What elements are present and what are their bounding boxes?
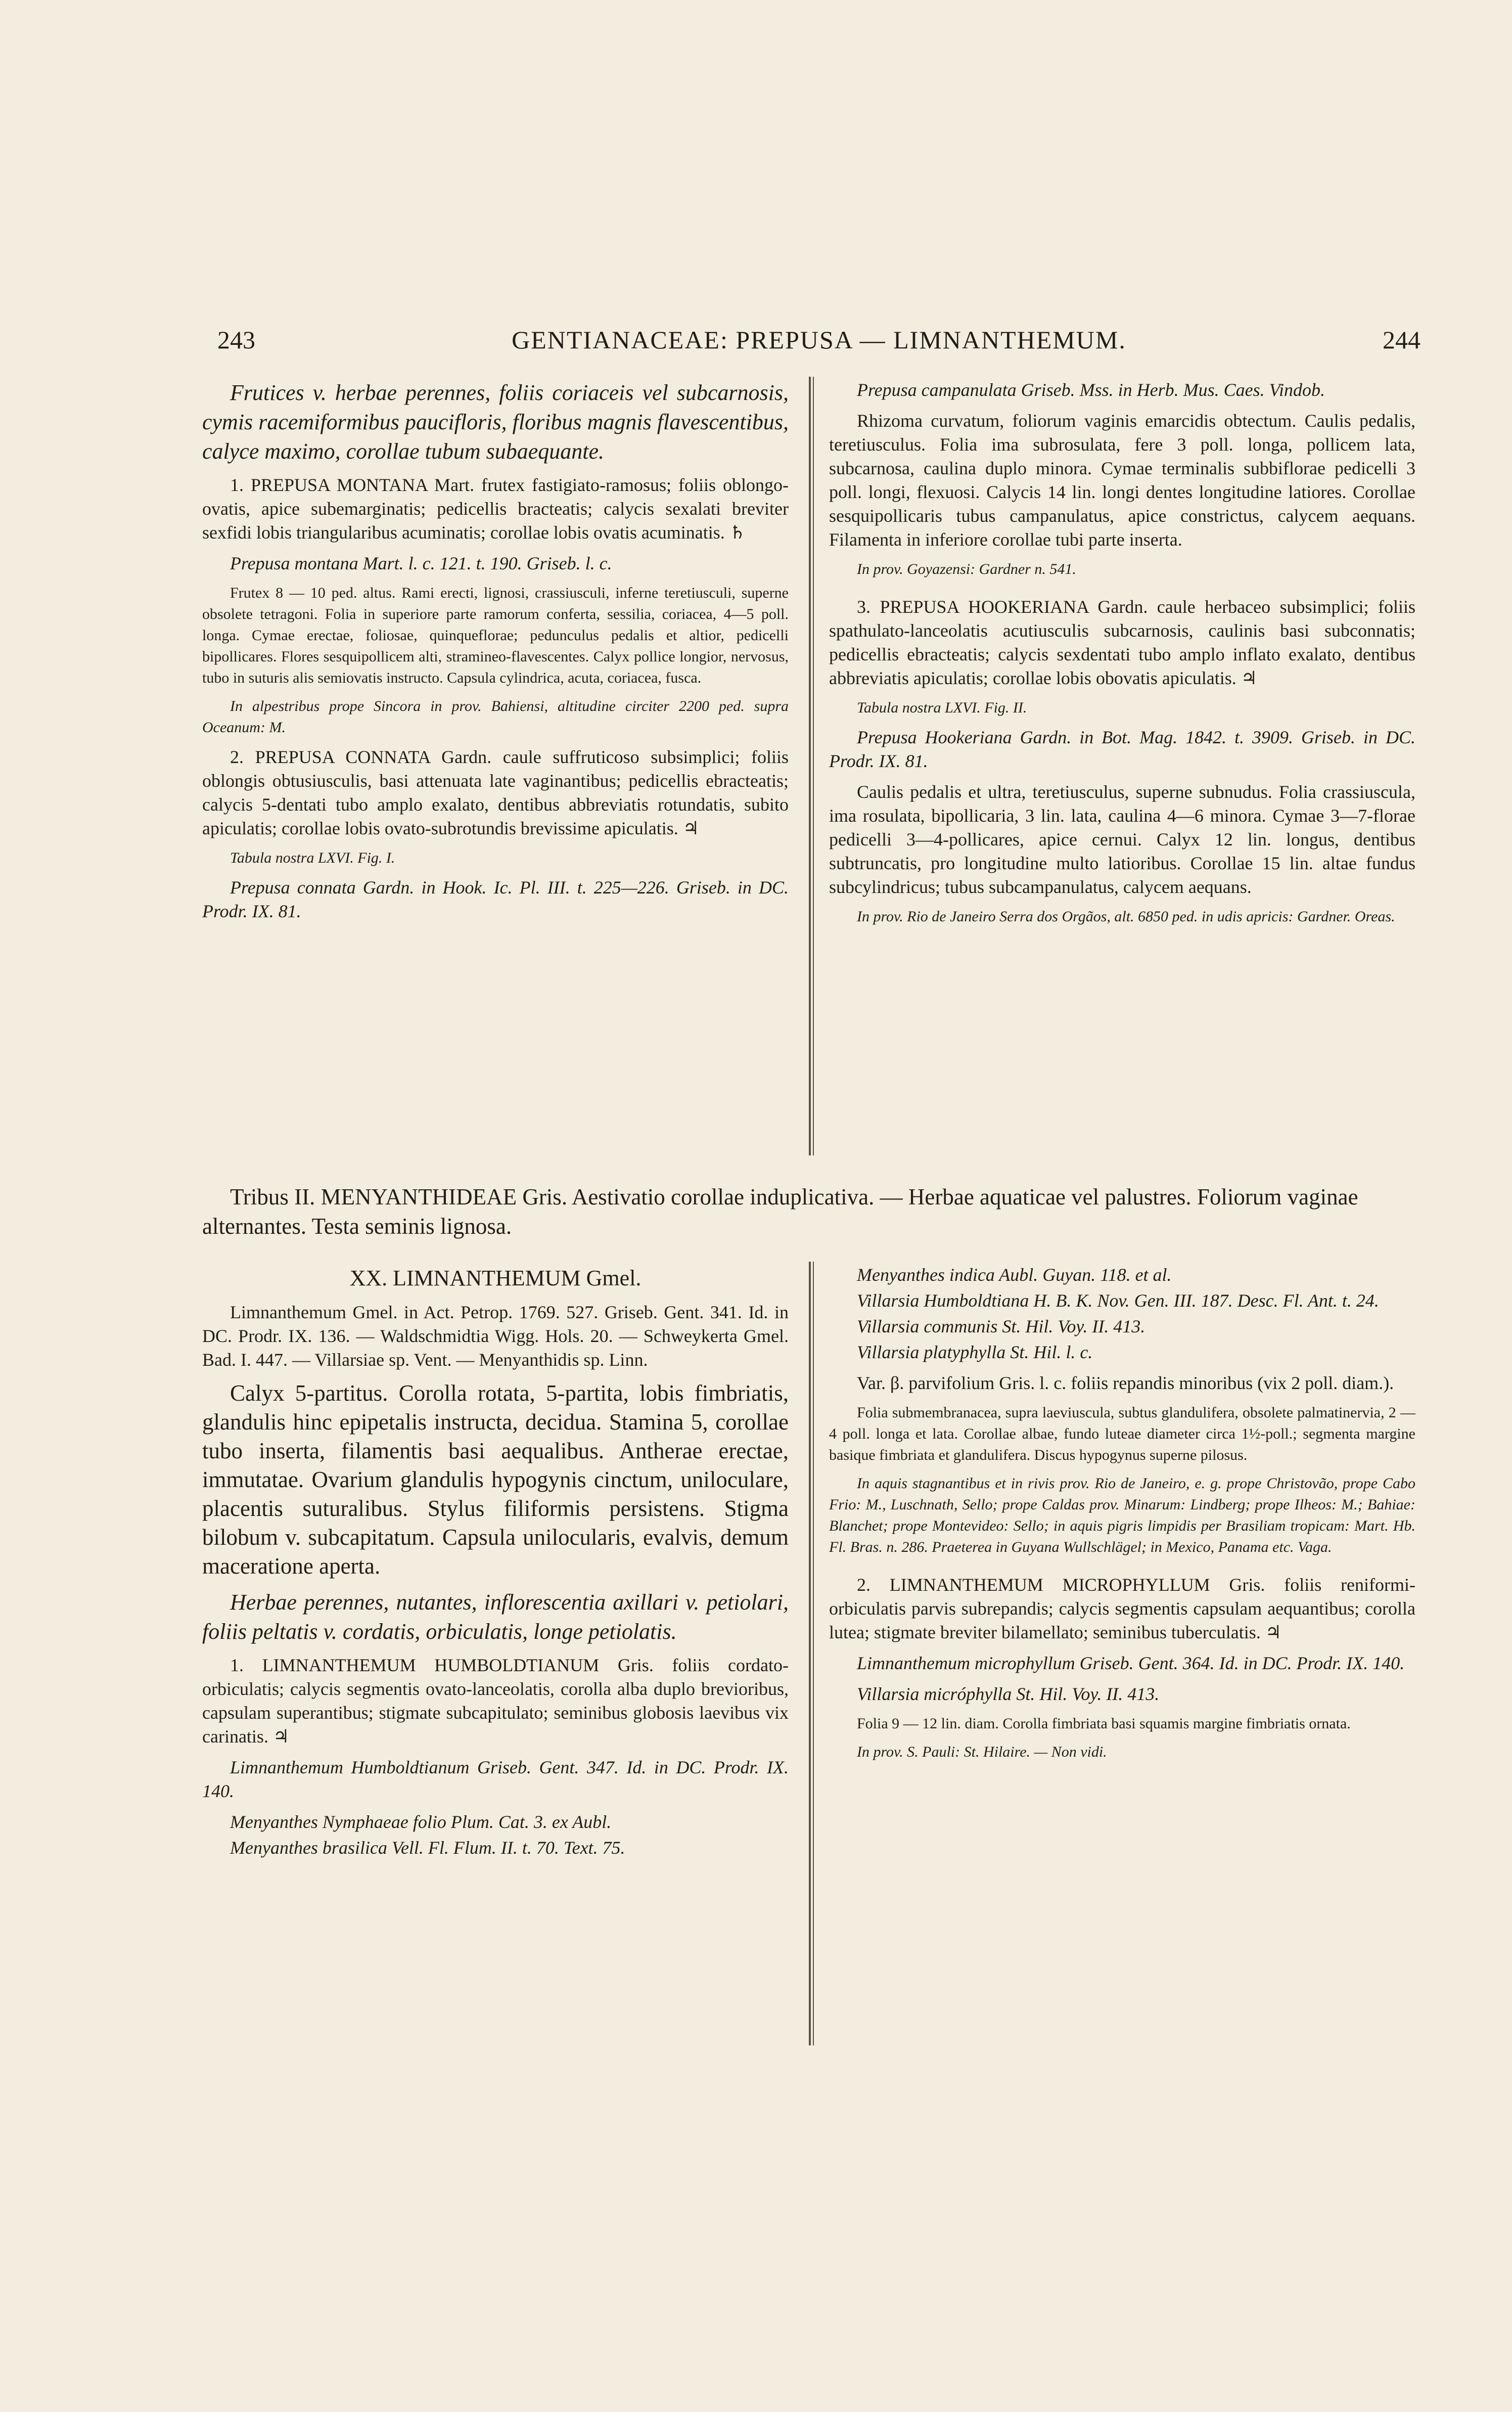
column-divider-bottom-2 [813,1262,814,2045]
variety-locality: In aquis stagnantibus et in rivis prov. Rio de Janeiro, e. g. prope Christovão, prope Cabo Frio: M., Luschnath, Sello; prope Caldas prov. Minarum: Lindberg; prope Ilheos: M.; Bahiae: Blanchet; prope Montevideo: Sello; in aquis pigris limpidis per Brasiliam tropicam: Mart. Hb. Fl. Bras. n. 286. Praeterea in Guyana Wullschlägel; in Mexico, Panama etc. Vaga. [829,1475,1415,1555]
limnanthemum-1-synonym-3: Menyanthes brasilica Vell. Fl. Flum. II. t. 70. Text. 75. [230,1838,625,1858]
genus-description: Calyx 5-partitus. Corolla rotata, 5-partita, lobis fimbriatis, glandulis hinc epipetalis instructa, decidua. Stamina 5, corollae tubo inserta, filamentis basi aequalibus. Antherae erectae, immutatae. Ovarium glandulis hypogynis cinctum, uniloculare, placentis suturalibus. Stylus filiformis persistens. Stigma bilobum v. subcapitatum. Capsula unilocularis, evalvis, demum maceratione aperta. [202,1380,789,1579]
limnanthemum-2-diagnosis: 2. LIMNANTHEMUM MICROPHYLLUM Gris. foliis reniformi-orbiculatis parvis subrepandis; calycis segmentis capsulam aequantibus; corolla lutea; stigmate breviter bilamellato; seminibus tuberculatis. ♃ [829,1575,1415,1642]
left-column-top [202,378,789,930]
tribus-heading: Tribus II. MENYANTHIDEAE Gris. Aestivatio corollae induplicativa. — Herbae aquaticae vel palustres. Foliorum vaginae alternantes. Testa seminis lignosa. [202,1184,1358,1239]
limnanthemum-2-synonym-2: Villarsia micróphylla St. Hil. Voy. II. 413. [857,1684,1160,1704]
limnanthemum-2-synonym-1: Limnanthemum microphyllum Griseb. Gent. 364. Id. in DC. Prodr. IX. 140. [857,1653,1405,1673]
species-3-description: Caulis pedalis et ultra, teretiusculus, superne subnudus. Folia crassiuscula, ima rosulata, bipollicaria, 3 lin. lata, caulina 4—6 minora. Cymae 3—7-florae pedicelli 3—4-pollicares, apice cernui. Calyx 12 lin. longus, dentibus subtruncatis, pro longitudine multo latioribus. Corollae 15 lin. altae fundus subcylindricus; tubus subcampanulatus, calycem aequans. [829,782,1415,897]
species-3-locality: In prov. Rio de Janeiro Serra dos Orgãos, alt. 6850 ped. in udis apricis: Gardner. Oreas. [857,908,1395,925]
limnanthemum-1-diagnosis: 1. LIMNANTHEMUM HUMBOLDTIANUM Gris. foliis cordato-orbiculatis; calycis segmentis ovato-lanceolatis, corolla alba duplo brevioribus, capsulam superantibus; stigmate subcapitulato; seminibus globosis laevibus vix carinatis. ♃ [202,1655,789,1747]
genus-habit: Herbae perennes, nutantes, inflorescentia axillari v. petiolari, foliis peltatis v. cordatis, orbiculatis, longe petiolatis. [202,1590,789,1644]
species-2-locality: In prov. Goyazensi: Gardner n. 541. [857,561,1076,577]
limnanthemum-1-synonym-7: Villarsia platyphylla St. Hil. l. c. [857,1342,1093,1362]
species-2-synonym: Prepusa connata Gardn. in Hook. Ic. Pl. III. t. 225—226. Griseb. in DC. Prodr. IX. 81. [202,877,789,921]
right-column-bottom [829,1263,1415,1770]
species-1-diagnosis: 1. PREPUSA MONTANA Mart. frutex fastigiato-ramosus; foliis oblongo-ovatis, apice subemarginatis; pedicellis bracteatis; calycis sexalati breviter sexfidi lobis triangularibus acuminatis; corollae lobis ovatis acuminatis. ♄ [202,475,789,543]
species-2-diagnosis: 2. PREPUSA CONNATA Gardn. caule suffruticoso subsimplici; foliis oblongis obtusiusculis, basi attenuata late vaginantibus; pedicellis ebracteatis; calycis 5-dentati tubo amplo exalato, dentibus abbreviatis rotundatis, subito apiculatis; corollae lobis ovato-subrotundis brevissime apiculatis. ♃ [202,747,789,838]
running-header [217,320,1421,360]
genus-section-intro: Frutices v. herbae perennes, foliis coriaceis vel subcarnosis, cymis racemiformibus paucifloris, floribus magnis flavescentibus, calyce maximo, corollae tubum subaequante. [202,380,789,464]
species-2-plate: Tabula nostra LXVI. Fig. I. [230,850,395,866]
variety-description: Folia submembranacea, supra laeviuscula, subtus glandulifera, obsolete palmatinervia, 2 — 4 poll. longa et lata. Corollae albae, fundo luteae diameter circa 1½-poll.; segmenta margine basique fimbriata et glandulifera. Discus hypogynus superne pilosus. [829,1404,1415,1463]
right-column-top [829,378,1415,934]
limnanthemum-2-locality: In prov. S. Pauli: St. Hilaire. — Non vidi. [857,1744,1107,1760]
page-title: GENTIANACEAE: PREPUSA — LIMNANTHEMUM. [512,326,1126,354]
left-column-bottom [202,1263,789,1867]
species-1-locality: In alpestribus prope Sincora in prov. Bahiensi, altitudine circiter 2200 ped. supra Oceanum: M. [202,698,789,736]
species-3-synonym: Prepusa Hookeriana Gardn. in Bot. Mag. 1842. t. 3909. Griseb. in DC. Prodr. IX. 81. [829,727,1415,771]
column-divider-top [809,377,811,1155]
species-2-description: Rhizoma curvatum, foliorum vaginis emarcidis obtectum. Caulis pedalis, teretiusculus. Folia ima subrosulata, fere 3 poll. longa, pollicem lata, subcarnosa, caulina duplo minora. Cymae terminalis subbiflorae pedicelli 3 poll. longi, flexuosi. Calycis 14 lin. longi dentes longitudine latiores. Corollae sesquipollicaris tubus campanulatus, apice constrictus, calycem aequans. Filamenta in inferiore corollae tubi parte inserta. [829,411,1415,550]
column-divider-top-2 [813,377,814,1155]
limnanthemum-1-synonym-5: Villarsia Humboldtiana H. B. K. Nov. Gen. III. 187. Desc. Fl. Ant. t. 24. [857,1290,1379,1311]
limnanthemum-1-synonym-6: Villarsia communis St. Hil. Voy. II. 413. [857,1316,1146,1336]
species-2-synonym-cont: Prepusa campanulata Griseb. Mss. in Herb. Mus. Caes. Vindob. [857,380,1325,400]
column-divider-bottom [809,1262,811,2045]
limnanthemum-2-description: Folia 9 — 12 lin. diam. Corolla fimbriata basi squamis margine fimbriatis ornata. [857,1715,1351,1732]
limnanthemum-1-synonym-2: Menyanthes Nymphaeae folio Plum. Cat. 3. ex Aubl. [230,1812,612,1832]
limnanthemum-1-synonym-4: Menyanthes indica Aubl. Guyan. 118. et al. [857,1265,1172,1285]
genus-synonymy: Limnanthemum Gmel. in Act. Petrop. 1769. 527. Griseb. Gent. 341. Id. in DC. Prodr. IX. 136. — Waldschmidtia Wigg. Hols. 20. — Schweykerta Gmel. Bad. I. 447. — Villarsiae sp. Vent. — Menyanthidis sp. Linn. [202,1302,789,1370]
species-3-plate: Tabula nostra LXVI. Fig. II. [857,699,1027,716]
page-number-right: 244 [1383,326,1421,354]
species-1-synonym: Prepusa montana Mart. l. c. 121. t. 190. Griseb. l. c. [230,553,612,573]
limnanthemum-1-synonym-1: Limnanthemum Humboldtianum Griseb. Gent. 347. Id. in DC. Prodr. IX. 140. [202,1757,789,1801]
species-3-diagnosis: 3. PREPUSA HOOKERIANA Gardn. caule herbaceo subsimplici; foliis spathulato-lanceolatis acutiusculis subcarnosis, caulinis basi subconnatis; pedicellis ebracteatis; calycis sexdentati tubo amplo inflato exalato, dentibus abbreviatis apiculatis; corollae lobis obovatis apiculatis. ♃ [829,597,1415,688]
genus-heading: XX. LIMNANTHEMUM Gmel. [349,1266,642,1290]
species-1-description: Frutex 8 — 10 ped. altus. Rami erecti, lignosi, crassiusculi, inferne teretiusculi, superne obsolete tetragoni. Folia in superiore parte ramorum conferta, sessilia, coriacea, 4—5 poll. longa. Cymae erectae, foliosae, quinqueflorae; pedunculus pedalis et altior, pedicelli bipollicares. Flores sesquipollicem alti, stramineo-flavescentes. Calyx pollice longior, nervosus, tubo in suturis alis semiovatis instructo. Capsula cylindrica, acuta, coriacea, fusca. [202,585,789,686]
variety-beta: Var. β. parvifolium Gris. l. c. foliis repandis minoribus (vix 2 poll. diam.). [857,1373,1394,1393]
page-number-left: 243 [217,326,255,354]
